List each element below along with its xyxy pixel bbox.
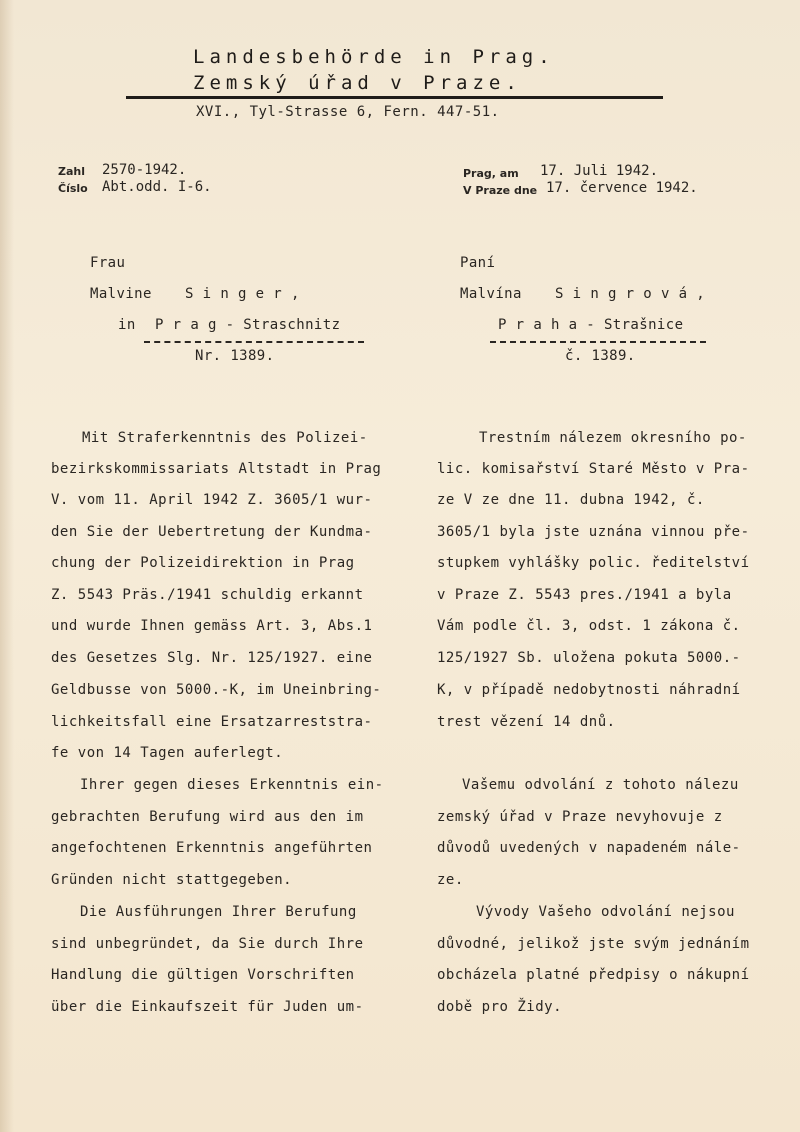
cislo-label: Číslo [58, 182, 88, 195]
authority-address: XVI., Tyl-Strasse 6, Fern. 447-51. [196, 104, 500, 120]
body-line-czech: trest vězení 14 dnů. [437, 714, 616, 730]
underline-german [144, 341, 364, 343]
body-line-czech: 125/1927 Sb. uložena pokuta 5000.- [437, 650, 741, 666]
place-prefix-german: in [118, 317, 136, 333]
underline-czech [490, 341, 706, 343]
salutation-german: Frau [90, 255, 126, 271]
body-line-czech: době pro Židy. [437, 999, 563, 1015]
body-line-czech: 3605/1 byla jste uznána vinnou pře- [437, 524, 750, 540]
zahl-label: Zahl [58, 165, 86, 178]
body-line-czech: obcházela platné předpisy o nákupní [437, 967, 750, 983]
body-line-czech: K, v případě nedobytnosti náhradní [437, 682, 741, 698]
date-german-label: Prag, am [463, 167, 519, 180]
body-line-czech: lic. komisařství Staré Město v Pra- [437, 461, 750, 477]
body-line-czech: důvodné, jelikož jste svým jednáním [437, 936, 750, 952]
body-line-czech: ze. [437, 872, 464, 888]
salutation-czech: Paní [460, 255, 496, 271]
paper-fold-shadow [0, 0, 14, 1132]
body-line-czech: ze V ze dne 11. dubna 1942, č. [437, 492, 705, 508]
body-line-german: fe von 14 Tagen auferlegt. [51, 745, 284, 761]
body-line-czech: Vašemu odvolání z tohoto nálezu [462, 777, 739, 793]
addressee-surname-czech: S i n g r o v á , [555, 286, 706, 302]
body-line-czech: Trestním nálezem okresního po- [479, 430, 747, 446]
zahl-value: 2570-1942. [102, 162, 187, 178]
body-line-german: lichkeitsfall eine Ersatzarreststra- [51, 714, 373, 730]
cislo-value: Abt.odd. I-6. [102, 179, 212, 195]
addressee-first-name-german: Malvine [90, 286, 152, 302]
place-german: P r a g - Straschnitz [155, 317, 341, 333]
body-line-german: V. vom 11. April 1942 Z. 3605/1 wur- [51, 492, 373, 508]
addressee-surname-german: S i n g e r , [185, 286, 300, 302]
body-line-german: den Sie der Uebertretung der Kundma- [51, 524, 373, 540]
body-line-czech: důvodů uvedených v napadeném nále- [437, 840, 741, 856]
date-czech-label: V Praze dne [463, 184, 538, 197]
body-line-german: Ihrer gegen dieses Erkenntnis ein- [80, 777, 384, 793]
body-line-german: Z. 5543 Präs./1941 schuldig erkannt [51, 587, 364, 603]
header-rule [126, 96, 663, 99]
date-german-value: 17. Juli 1942. [540, 163, 659, 179]
house-number-czech: č. 1389. [565, 348, 636, 364]
body-line-czech: stupkem vyhlášky polic. ředitelství [437, 555, 750, 571]
body-line-german: Gründen nicht stattgegeben. [51, 872, 293, 888]
body-line-german: bezirkskommissariats Altstadt in Prag [51, 461, 382, 477]
body-line-german: Mit Straferkenntnis des Polizei- [82, 430, 368, 446]
body-line-german: Die Ausführungen Ihrer Berufung [80, 904, 357, 920]
place-czech: P r a h a - Strašnice [498, 317, 684, 333]
authority-name-german: Landesbehörde in Prag. [193, 46, 555, 68]
body-line-german: und wurde Ihnen gemäss Art. 3, Abs.1 [51, 618, 373, 634]
date-czech-value: 17. července 1942. [546, 180, 698, 196]
body-line-german: Handlung die gültigen Vorschriften [51, 967, 355, 983]
body-line-czech: Vám podle čl. 3, odst. 1 zákona č. [437, 618, 741, 634]
body-line-czech: Vývody Vašeho odvolání nejsou [476, 904, 735, 920]
body-line-german: sind unbegründet, da Sie durch Ihre [51, 936, 364, 952]
body-line-czech: zemský úřad v Praze nevyhovuje z [437, 809, 723, 825]
body-line-german: angefochtenen Erkenntnis angeführten [51, 840, 373, 856]
body-line-czech: v Praze Z. 5543 pres./1941 a byla [437, 587, 732, 603]
body-line-german: chung der Polizeidirektion in Prag [51, 555, 355, 571]
body-line-german: über die Einkaufszeit für Juden um- [51, 999, 364, 1015]
authority-name-czech: Zemský úřad v Praze. [193, 72, 522, 94]
body-line-german: des Gesetzes Slg. Nr. 125/1927. eine [51, 650, 373, 666]
addressee-first-name-czech: Malvína [460, 286, 522, 302]
body-line-german: gebrachten Berufung wird aus den im [51, 809, 364, 825]
body-line-german: Geldbusse von 5000.-K, im Uneinbring- [51, 682, 382, 698]
house-number-german: Nr. 1389. [195, 348, 275, 364]
